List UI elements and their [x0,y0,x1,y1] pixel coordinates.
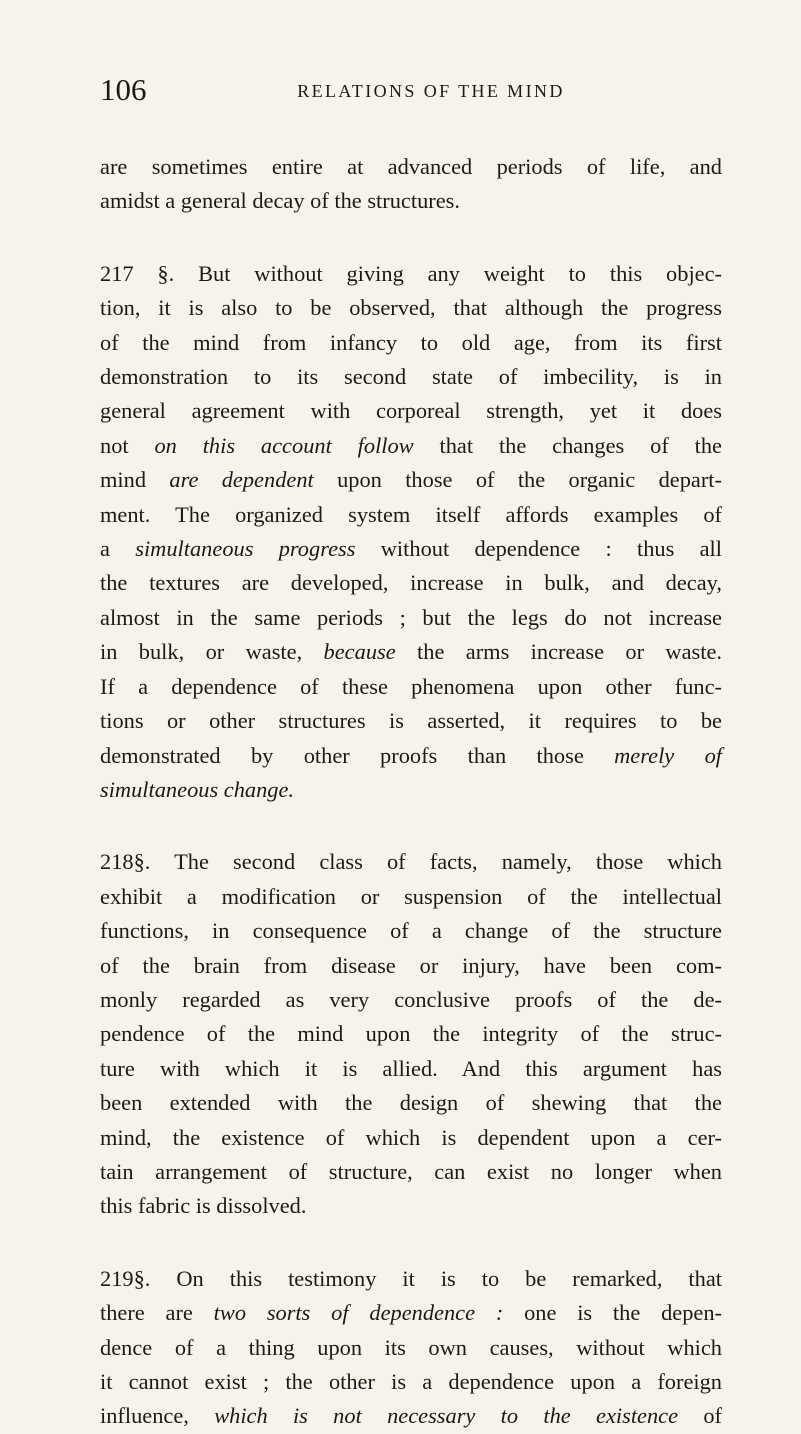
text-line: general agreement with corporeal strength, yet it does [100,398,722,424]
text-line: mind, the existence of which is dependent upon a cer- [100,1124,722,1150]
text-line: this fabric is dissolved. [100,1193,307,1219]
page-body [100,150,722,1434]
text-line: ture with which it is allied. And this argument has [100,1055,722,1081]
text-line: in bulk, or waste, because the arms increase or waste. [100,639,722,665]
text-line: there are two sorts of dependence : one is the depen- [100,1300,722,1326]
text-line: of the mind from infancy to old age, from its first [100,329,722,355]
text-line: mind are dependent upon those of the organic depart- [100,467,722,493]
text-line: functions, in consequence of a change of the structure [100,918,722,944]
running-head: RELATIONS OF THE MIND [297,81,565,101]
text-line: If a dependence of these phenomena upon other func- [100,673,722,699]
text-line: are sometimes entire at advanced periods of life, and [100,154,722,179]
text-line: of the brain from disease or injury, have been com- [100,952,722,978]
text-line: not on this account follow that the changes of the [100,432,722,458]
text-line: 219§. On this testimony it is to be remarked, that [100,1265,722,1291]
text-line: dence of a thing upon its own causes, without which [100,1334,722,1360]
text-line: tain arrangement of structure, can exist no longer when [100,1158,722,1184]
page-header [100,72,722,112]
text-line: amidst a general decay of the structures. [100,188,460,214]
paragraph-219 [100,1262,722,1434]
text-line: exhibit a modification or suspension of the intellectual [100,883,722,909]
text-line: pendence of the mind upon the integrity of the struc- [100,1021,722,1047]
text-line: the textures are developed, increase in bulk, and decay, [100,570,722,596]
text-line: influence, which is not necessary to the existence of [100,1403,722,1429]
text-line: 217 §. But without giving any weight to this objec- [100,260,722,286]
text-line: a simultaneous progress without dependence : thus all [100,536,722,562]
page-number: 106 [100,72,147,107]
text-line: demonstrated by other proofs than those merely of [100,742,722,768]
text-line: been extended with the design of shewing that the [100,1090,722,1116]
text-line: 218§. The second class of facts, namely, those which [100,849,722,875]
paragraph-continuation [100,150,722,219]
text-line: it cannot exist ; the other is a dependence upon a foreign [100,1369,722,1394]
paragraph-217 [100,257,722,808]
text-line: simultaneous change. [100,776,295,802]
text-line: tions or other structures is asserted, it requires to be [100,708,722,734]
text-line: almost in the same periods ; but the legs do not increase [100,604,722,630]
text-line: ment. The organized system itself affords examples of [100,501,722,527]
text-line: monly regarded as very conclusive proofs of the de- [100,986,722,1012]
paragraph-218 [100,845,722,1223]
text-line: tion, it is also to be observed, that although the progress [100,295,722,321]
text-line: demonstration to its second state of imbecility, is in [100,364,722,390]
